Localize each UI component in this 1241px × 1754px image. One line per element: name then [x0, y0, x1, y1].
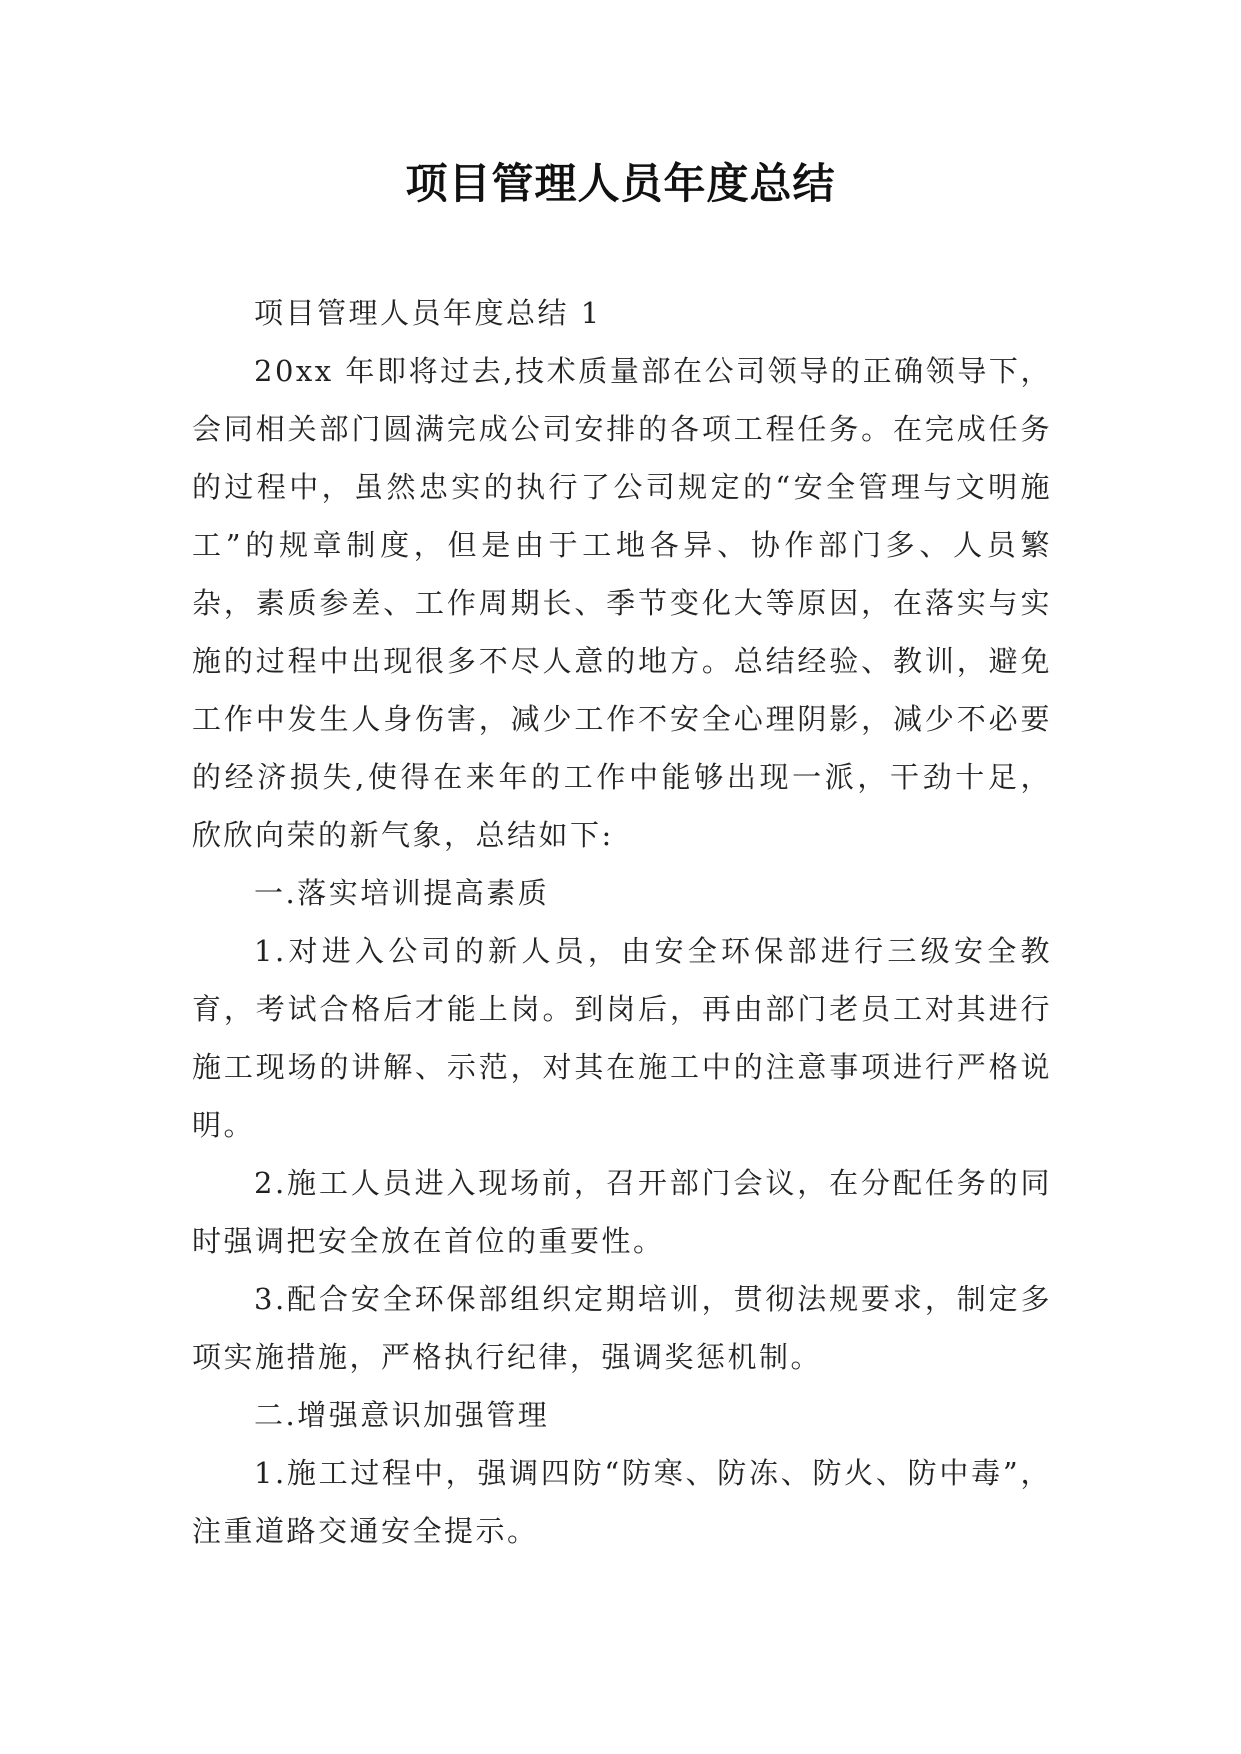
paragraph-item-1: 1.对进入公司的新人员，由安全环保部进行三级安全教育，考试合格后才能上岗。到岗后，再由部门老员工对其进行施工现场的讲解、示范，对其在施工中的注意事项进行严格说明。: [192, 934, 1052, 1142]
document-title: 项目管理人员年度总结: [405, 159, 836, 208]
document-body: [192, 284, 1052, 1560]
paragraph-item-4: 1.施工过程中，强调四防“防寒、防冻、防火、防中毒”，注重道路交通安全提示。: [192, 1456, 1052, 1548]
paragraph-item-2: 2.施工人员进入现场前，召开部门会议，在分配任务的同时强调把安全放在首位的重要性。: [192, 1166, 1052, 1258]
paragraph-item-3: 3.配合安全环保部组织定期培训，贯彻法规要求，制定多项实施措施，严格执行纪律，强调奖惩机制。: [192, 1282, 1052, 1374]
subheading-management: 二.增强意识加强管理: [254, 1398, 550, 1432]
subheading-training: 一.落实培训提高素质: [254, 876, 550, 910]
intro-paragraph: 20xx 年即将过去,技术质量部在公司领导的正确领导下，会同相关部门圆满完成公司安排的各项工程任务。在完成任务的过程中，虽然忠实的执行了公司规定的“安全管理与文明施工”的规章制度，但是由于工地各异、协作部门多、人员繁杂，素质参差、工作周期长、季节变化大等原因，在落实与实施的过程中出现很多不尽人意的地方。总结经验、教训，避免工作中发生人身伤害，减少工作不安全心理阴影，减少不必要的经济损失,使得在来年的工作中能够出现一派，干劲十足，欣欣向荣的新气象，总结如下:: [192, 354, 1052, 852]
section-heading: 项目管理人员年度总结 1: [254, 296, 602, 330]
